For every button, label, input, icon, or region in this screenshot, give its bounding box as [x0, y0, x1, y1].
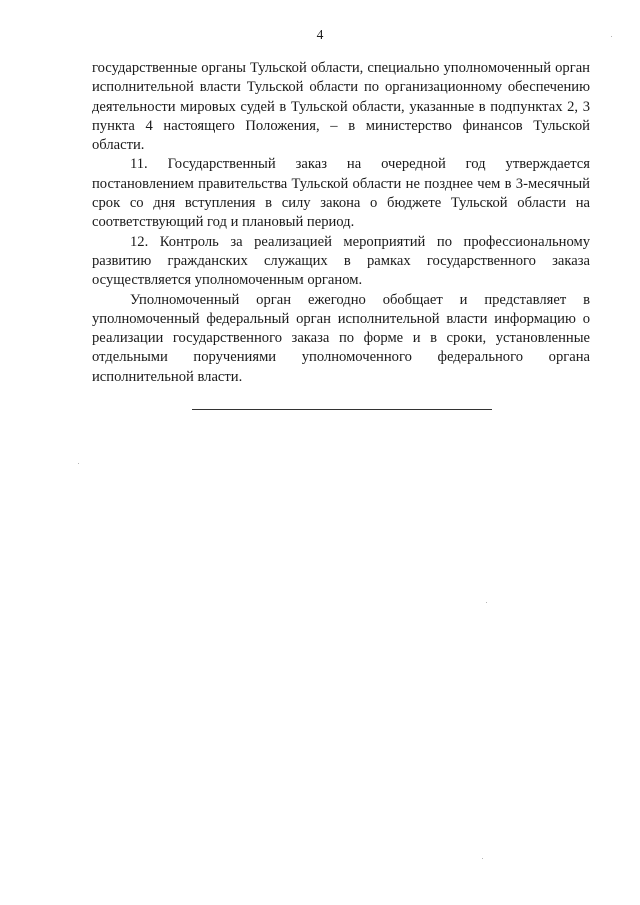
page-number: 4: [316, 27, 324, 42]
end-divider-line: [192, 409, 492, 410]
scan-speck: [482, 858, 483, 859]
paragraph-continuation: государственные органы Тульской области, специально уполномоченный орган исполнительной власти Тульской области по организационному обеспечению деятельности мировых судей в Тульской области, указанные в подпунктах 2, 3 пункта 4 настоящего Положения, – в министерство финансов Тульской области.: [92, 60, 590, 154]
scan-speck: [486, 602, 487, 603]
paragraph-item-11: 11. Государственный заказ на очередной год утверждается постановлением правительства Тульской области не позднее чем в 3-месячный срок со дня вступления в силу закона о бюджете Тульской области на соответствующий год и плановый период.: [92, 156, 590, 231]
scan-speck: [611, 36, 612, 37]
paragraph-authority-report: Уполномоченный орган ежегодно обобщает и представляет в уполномоченный федеральный орган исполнительной власти информацию о реализации государственного заказа по форме и в сроки, установленные отдельными поручениями уполномоченного федерального органа исполнительной власти.: [92, 291, 590, 385]
scan-speck: [78, 463, 79, 464]
paragraph-item-12: 12. Контроль за реализацией мероприятий по профессиональному развитию гражданских служащих в рамках государственного заказа осуществляется уполномоченным органом.: [92, 233, 590, 289]
document-body: [92, 59, 590, 387]
